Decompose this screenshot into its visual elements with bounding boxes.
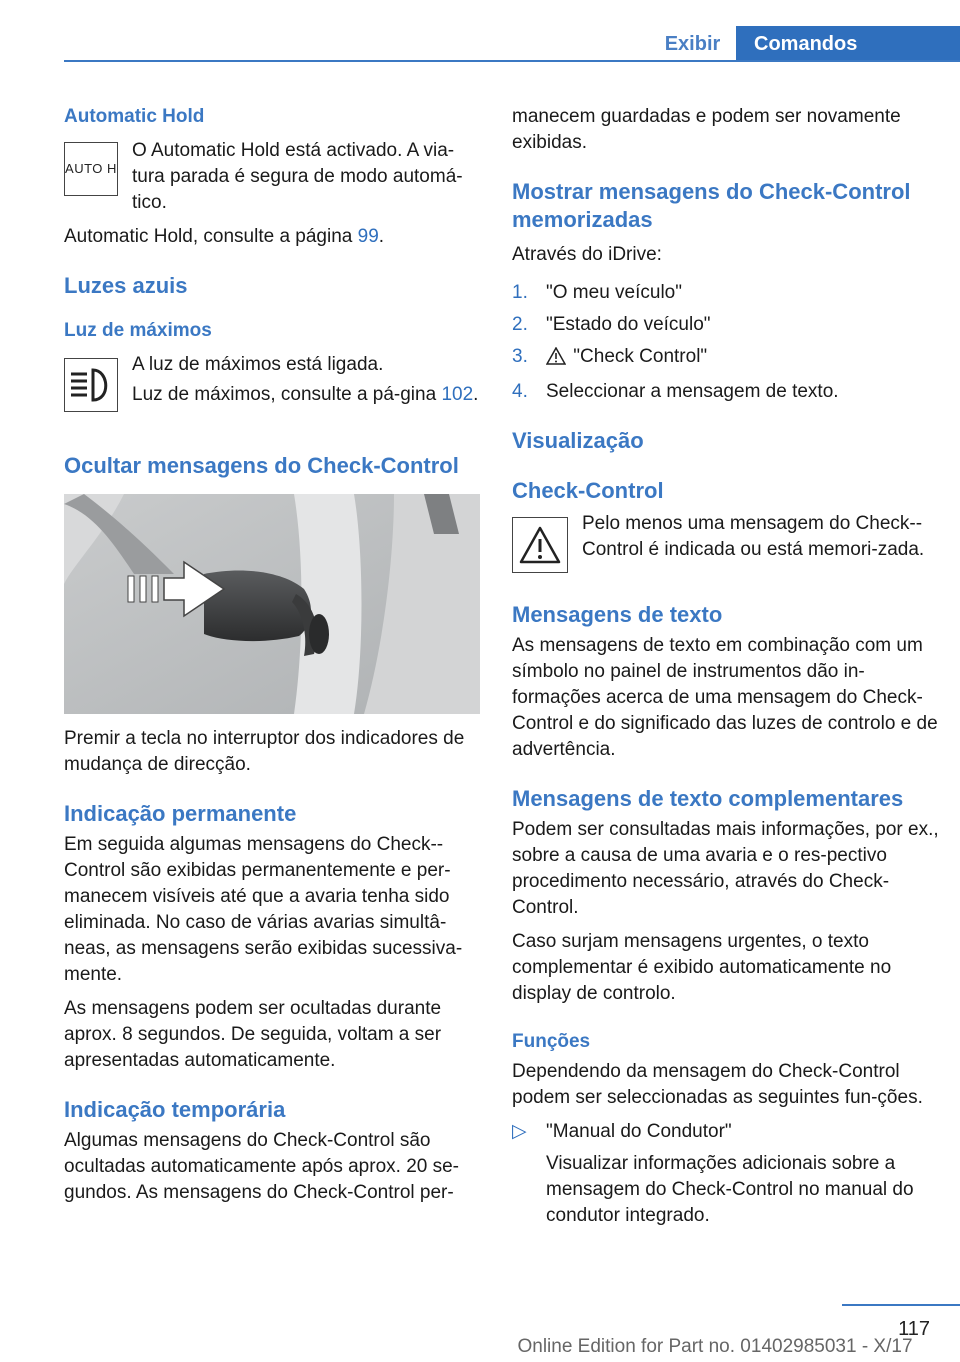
funcoes-list — [512, 1119, 942, 1229]
step-2-number: 2. — [512, 314, 528, 335]
automatic-hold-text: O Automatic Hold está activado. A via-tura parada é segura de modo automá-tico. — [132, 140, 463, 213]
funcoes-heading: Funções — [512, 1031, 591, 1052]
step-1-number: 1. — [512, 282, 528, 303]
check-control-text: Pelo menos uma mensagem do Check--Control é indicada ou está memori-zada. — [582, 513, 925, 560]
step-4 — [512, 379, 942, 405]
step-2 — [512, 312, 942, 338]
tab-comandos[interactable]: Comandos — [736, 26, 960, 62]
turn-signal-illustration — [64, 494, 480, 714]
step-3-number: 3. — [512, 346, 528, 367]
list-item-manual — [512, 1119, 942, 1229]
right-column — [512, 104, 942, 1229]
page-link-99[interactable]: 99 — [357, 226, 379, 247]
left-column — [64, 104, 484, 1206]
mensagens-texto-heading: Mensagens de texto — [512, 602, 723, 627]
funcoes-text: Dependendo da mensagem do Check-Control podem ser seleccionadas as seguintes fun-ções. — [512, 1061, 923, 1108]
continuation-text: manecem guardadas e podem ser novamente exibidas. — [512, 106, 901, 153]
luz-maximos-ref-suffix: . — [473, 384, 479, 405]
urgentes-text: Caso surjam mensagens urgentes, o texto complementar é exibido automaticamente no display de controlo. — [512, 931, 892, 1004]
bullet-marker: ▷ — [512, 1121, 527, 1142]
warning-triangle-svg — [518, 525, 562, 565]
luz-maximos-reference — [64, 382, 484, 408]
complementares-text: Podem ser consultadas mais informações, por ex., sobre a causa de uma avaria e o res-pectivo procedimento necessário, através do Check-Control. — [512, 819, 939, 918]
turn-signal-photo — [64, 494, 480, 714]
high-beam-icon — [64, 358, 118, 412]
tab-exibir[interactable]: Exibir — [664, 33, 721, 55]
header-rule — [64, 60, 960, 62]
step-4-number: 4. — [512, 381, 528, 402]
mostrar-heading: Mostrar mensagens do Check-Control memorizadas — [512, 179, 911, 232]
permanente-text: Em seguida algumas mensagens do Check--Control são exibidas permanentemente e per-manecem visíveis até que a avaria tenha sido eliminada. No caso de várias avarias simultâ-neas, as mensagens serão exibidas sucessiva-mente. — [64, 834, 463, 985]
ocultadas-text: As mensagens podem ser ocultadas durante aprox. 8 segundos. De seguida, voltam a ser apresentadas automaticamente. — [64, 998, 442, 1071]
visualizacao-heading: Visualização — [512, 428, 644, 453]
ocultar-heading: Ocultar mensagens do Check-Control — [64, 453, 459, 478]
temporaria-text: Algumas mensagens do Check-Control são ocultadas automaticamente após aprox. 20 se-gundos. As mensagens do Check-Control per- — [64, 1130, 460, 1203]
luz-maximos-heading: Luz de máximos — [64, 320, 212, 341]
check-control-block — [512, 511, 942, 579]
atraves-text: Através do iDrive: — [512, 244, 662, 265]
idrive-steps — [512, 280, 942, 405]
footer-edition: Online Edition for Part no. 01402985031 - X/17 — [517, 1336, 913, 1357]
luzes-azuis-heading: Luzes azuis — [64, 273, 188, 298]
warning-triangle-icon — [512, 517, 568, 573]
mensagens-texto-text: As mensagens de texto em combinação com um símbolo no painel de instrumentos dão in-formações acerca de uma mensagem do Check-Control e do significado das luzes de controlo e de advertência. — [512, 635, 938, 760]
bullet-text: Visualizar informações adicionais sobre a mensagem do Check-Control no manual do condutor integrado. — [546, 1153, 914, 1226]
page-link-102[interactable]: 102 — [441, 384, 474, 405]
automatic-hold-block — [64, 138, 484, 216]
bullet-title: "Manual do Condutor" — [546, 1121, 732, 1142]
auto-h-icon-label: AUTO H — [65, 161, 117, 176]
warning-small-icon — [546, 347, 568, 373]
automatic-hold-ref-suffix: . — [378, 226, 385, 247]
step-3-text: "Check Control" — [573, 346, 708, 367]
automatic-hold-reference — [64, 224, 484, 250]
automatic-hold-ref-prefix: Automatic Hold, consulte a página — [64, 226, 358, 247]
indicacao-temporaria-heading: Indicação temporária — [64, 1097, 286, 1122]
luz-maximos-ref-prefix: Luz de máximos, consulte a pá-gina — [132, 384, 442, 405]
complementares-heading: Mensagens de texto complementares — [512, 786, 904, 811]
premir-text: Premir a tecla no interruptor dos indicadores de mudança de direcção. — [64, 728, 465, 775]
luz-maximos-text: A luz de máximos está ligada. — [132, 354, 384, 375]
automatic-hold-heading: Automatic Hold — [64, 106, 205, 127]
footer-rule — [842, 1304, 960, 1306]
check-control-heading: Check-Control — [512, 478, 664, 503]
auto-h-icon — [64, 142, 118, 196]
step-4-text: Seleccionar a mensagem de texto. — [546, 381, 839, 402]
step-1-text: "O meu veículo" — [546, 282, 682, 303]
page-number: 117 — [898, 1318, 930, 1340]
indicacao-permanente-heading: Indicação permanente — [64, 801, 297, 826]
step-1 — [512, 280, 942, 306]
high-beam-svg — [69, 366, 113, 404]
step-2-text: "Estado do veículo" — [546, 314, 711, 335]
luz-maximos-block — [64, 352, 484, 418]
step-3 — [512, 344, 942, 373]
